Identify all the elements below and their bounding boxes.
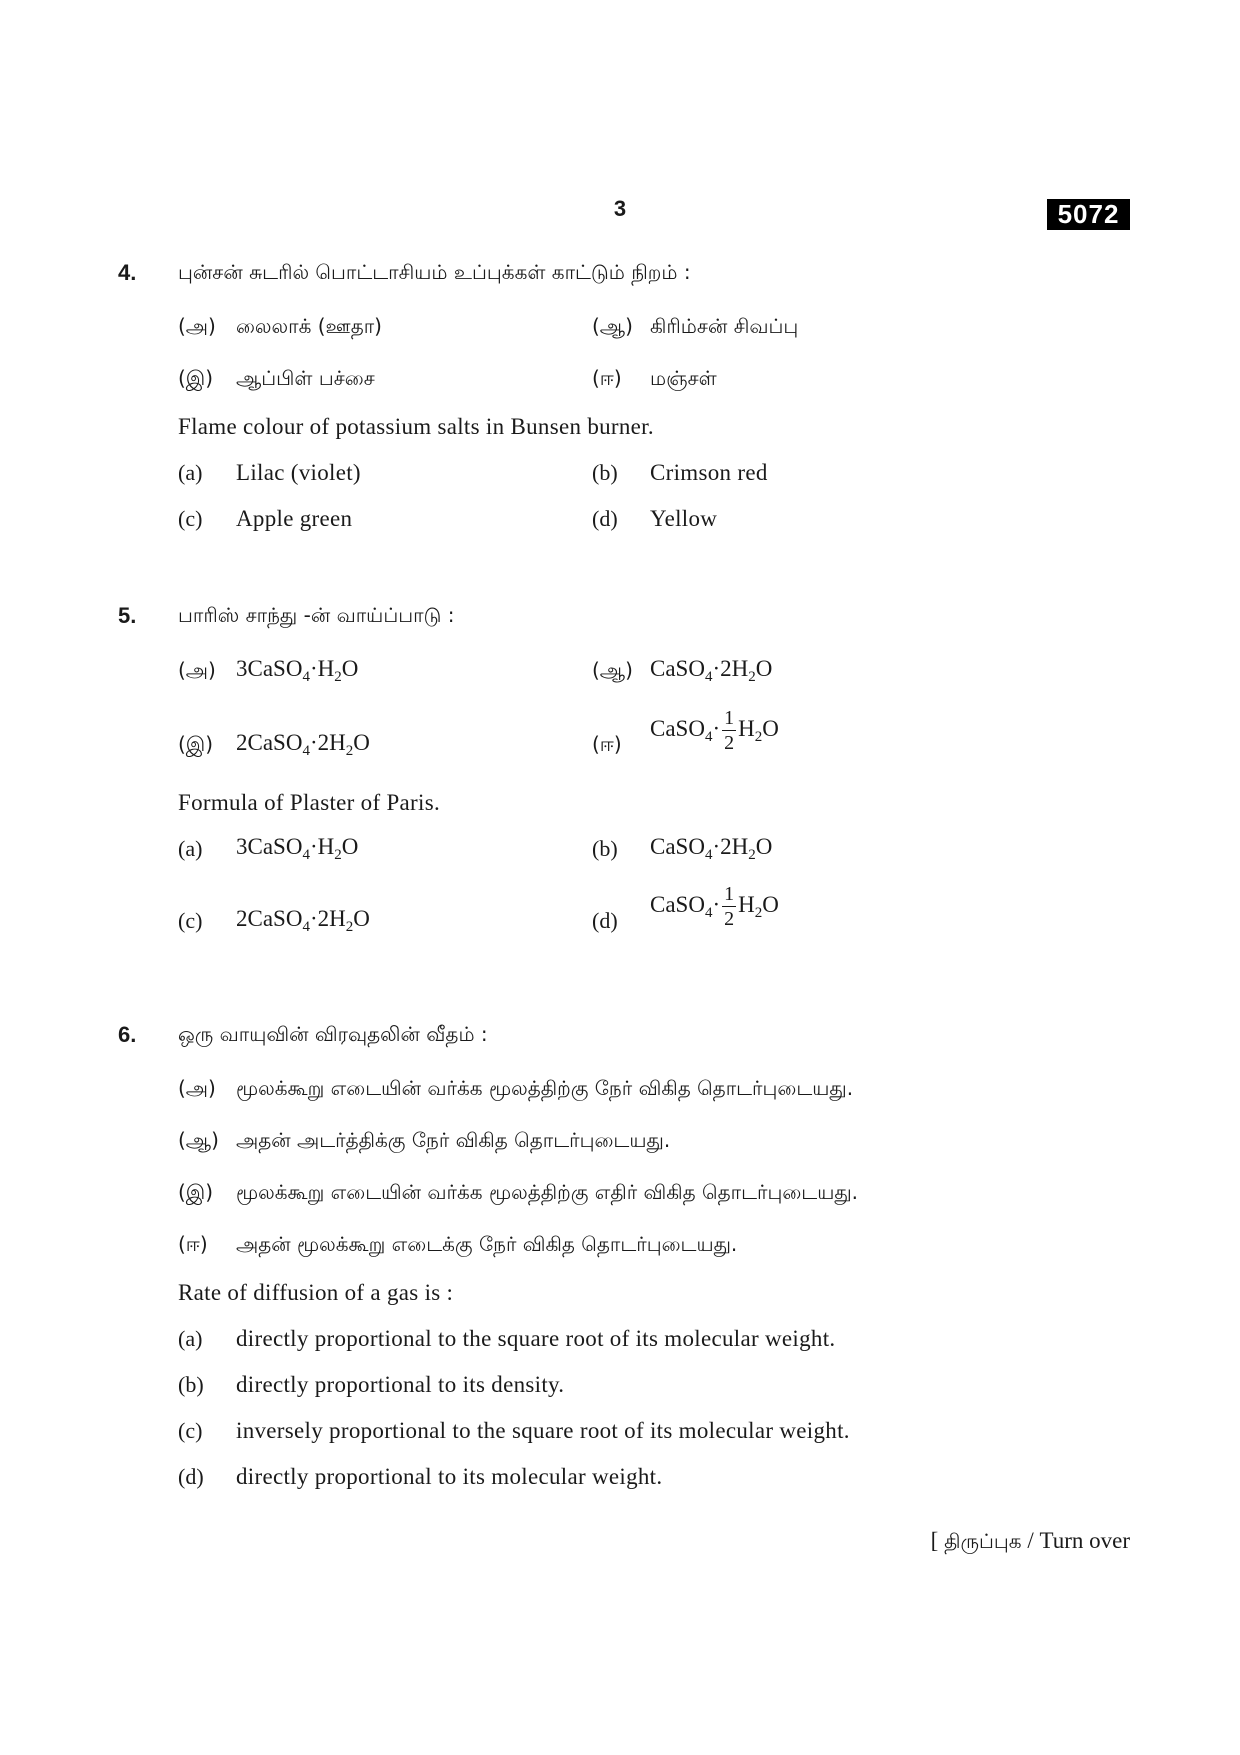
q4-en-label-b: (b) — [592, 460, 618, 485]
question-4-number: 4. — [118, 260, 137, 285]
question-6-number: 6. — [118, 1022, 137, 1047]
q6-ta-label-c: (இ) — [178, 1180, 214, 1204]
q6-en-option-b: directly proportional to its density. — [236, 1372, 565, 1397]
q5-en-formula-a: $3CaSO_4\cdot H_2O$ — [236, 834, 359, 863]
q4-ta-label-c: (இ) — [178, 366, 214, 390]
footer-separator: / — [1027, 1528, 1034, 1553]
q4-ta-label-a: (அ) — [178, 314, 216, 338]
q4-ta-option-b: கிரிம்சன் சிவப்பு — [650, 314, 799, 338]
q4-en-option-a: Lilac (violet) — [236, 460, 361, 485]
footer-english: Turn over — [1039, 1528, 1130, 1553]
q4-en-option-c: Apple green — [236, 506, 353, 531]
q4-en-label-c: (c) — [178, 506, 203, 531]
q5-en-label-c: (c) — [178, 908, 203, 933]
q6-ta-label-a: (அ) — [178, 1076, 216, 1100]
q4-ta-option-c: ஆப்பிள் பச்சை — [236, 366, 375, 390]
q6-ta-option-b: அதன் அடர்த்திக்கு நேர் விகித தொடர்புடையது. — [236, 1128, 671, 1152]
question-5-tamil: பாரிஸ் சாந்து -ன் வாய்ப்பாடு : — [178, 603, 455, 627]
q4-ta-option-d: மஞ்சள் — [650, 366, 717, 390]
q6-en-label-a: (a) — [178, 1326, 203, 1351]
q4-ta-label-b: (ஆ) — [592, 314, 633, 338]
q5-en-label-d: (d) — [592, 908, 618, 933]
turn-over-note — [931, 1528, 1130, 1556]
q6-en-label-b: (b) — [178, 1372, 204, 1397]
question-6-english: Rate of diffusion of a gas is : — [178, 1280, 454, 1305]
q5-en-formula-c: $2CaSO_4\cdot 2H_2O$ — [236, 906, 370, 935]
q6-ta-option-c: மூலக்கூறு எடையின் வர்க்க மூலத்திற்கு எதிர் விகித தொடர்புடையது. — [236, 1180, 859, 1204]
q6-ta-label-b: (ஆ) — [178, 1128, 219, 1152]
question-6-tamil: ஒரு வாயுவின் விரவுதலின் வீதம் : — [178, 1022, 488, 1046]
q6-en-option-c: inversely proportional to the square root of its molecular weight. — [236, 1418, 850, 1443]
paper-code-badge: 5072 — [1047, 199, 1130, 230]
q6-en-option-a: directly proportional to the square root of its molecular weight. — [236, 1326, 836, 1351]
q5-en-formula-d: CaSO$_4$· $\frac{1}{2}$ $H_2O$ — [650, 883, 779, 930]
q5-en-label-b: (b) — [592, 836, 618, 861]
question-5-english: Formula of Plaster of Paris. — [178, 790, 441, 815]
q5-ta-label-a: (அ) — [178, 658, 216, 682]
fraction-one-half: $\frac{1}{2}$ — [724, 707, 735, 754]
fraction-one-half: $\frac{1}{2}$ — [724, 883, 735, 930]
page-number: 3 — [613, 196, 627, 221]
q4-en-option-b: Crimson red — [650, 460, 768, 485]
q4-en-label-d: (d) — [592, 506, 618, 531]
q5-en-formula-b: $CaSO_4\cdot 2H_2O$ — [650, 834, 773, 863]
q6-en-label-c: (c) — [178, 1418, 203, 1443]
q5-ta-formula-d: CaSO$_4$· $\frac{1}{2}$ $H_2O$ — [650, 707, 779, 754]
q4-en-label-a: (a) — [178, 460, 203, 485]
question-5-number: 5. — [118, 603, 137, 628]
q6-ta-label-d: (ஈ) — [178, 1232, 208, 1256]
q5-en-label-a: (a) — [178, 836, 203, 861]
q6-en-label-d: (d) — [178, 1464, 204, 1489]
q6-en-option-d: directly proportional to its molecular weight. — [236, 1464, 663, 1489]
footer-bracket: [ — [930, 1528, 939, 1553]
q4-en-option-d: Yellow — [650, 506, 718, 531]
q4-ta-label-d: (ஈ) — [592, 366, 622, 390]
q6-ta-option-a: மூலக்கூறு எடையின் வர்க்க மூலத்திற்கு நேர் விகித தொடர்புடையது. — [236, 1076, 854, 1100]
q5-ta-formula-a: $3CaSO_4\cdot H_2O$ — [236, 656, 359, 685]
footer-tamil: திருப்புக — [944, 1529, 1022, 1553]
question-4-tamil: புன்சன் சுடரில் பொட்டாசியம் உப்புக்கள் காட்டும் நிறம் : — [178, 260, 691, 284]
q6-ta-option-d: அதன் மூலக்கூறு எடைக்கு நேர் விகித தொடர்புடையது. — [236, 1232, 738, 1256]
q5-ta-label-d: (ஈ) — [592, 732, 622, 756]
question-4-english: Flame colour of potassium salts in Bunsen burner. — [178, 414, 654, 439]
q4-ta-option-a: லைலாக் (ஊதா) — [236, 314, 382, 338]
q5-ta-formula-b: $CaSO_4\cdot 2H_2O$ — [650, 656, 773, 685]
q5-ta-formula-c: $2CaSO_4\cdot 2H_2O$ — [236, 730, 370, 759]
q5-ta-label-b: (ஆ) — [592, 658, 633, 682]
q5-ta-label-c: (இ) — [178, 732, 214, 756]
